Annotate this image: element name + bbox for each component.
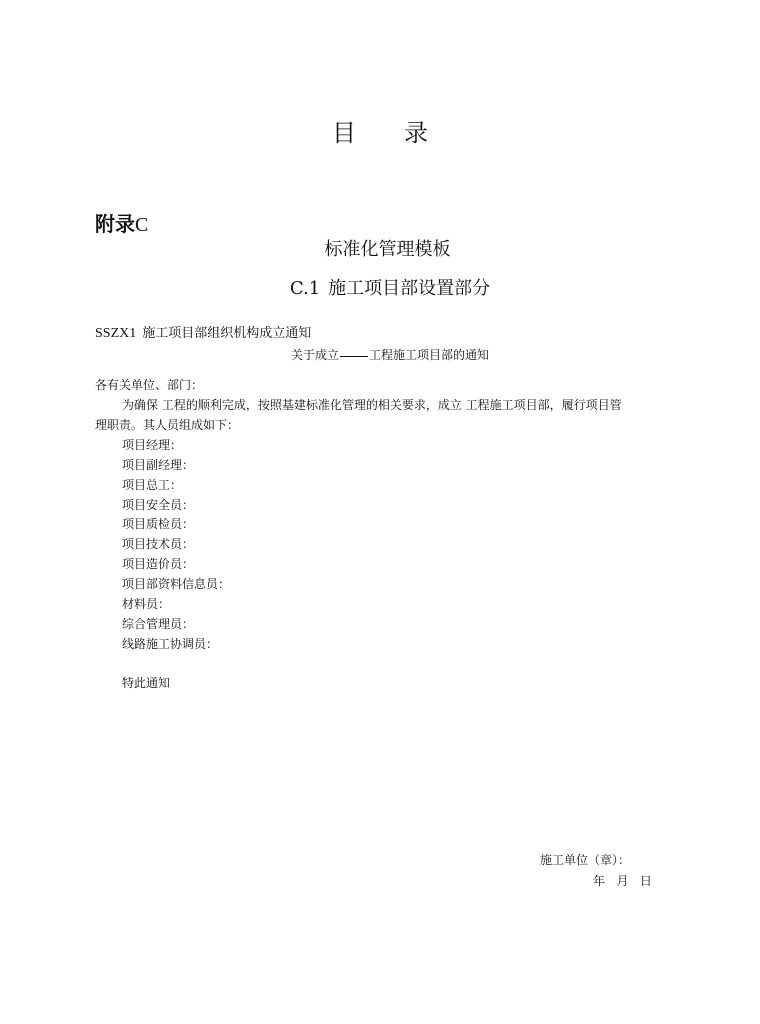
role-project-manager: 项目经理： — [122, 438, 183, 452]
role-cost-engineer: 项目造价员： — [122, 557, 195, 571]
form-name: 施工项目部组织机构成立通知 — [142, 326, 312, 341]
salutation: 各有关单位、部门： — [95, 378, 204, 392]
form-code: SSZX1 — [95, 326, 137, 341]
role-information-officer: 项目部资料信息员： — [122, 577, 231, 591]
notice-title-after: 工程施工项目部的通知 — [369, 348, 490, 362]
toc-title — [0, 113, 760, 148]
appendix-prefix: 附录 — [95, 212, 135, 236]
role-quality-inspector: 项目质检员： — [122, 517, 195, 531]
role-general-administrator: 综合管理员： — [122, 617, 195, 631]
project-name-blank — [340, 356, 368, 357]
toc-title-char-1: 目 — [332, 119, 356, 147]
section-title: 施工项目部设置部分 — [328, 278, 491, 299]
signature-unit: 施工单位（章）： — [540, 853, 631, 867]
toc-title-char-2: 录 — [404, 119, 428, 147]
signature-date: 年 月 日 — [593, 874, 652, 888]
form-heading — [95, 322, 311, 342]
paragraph-line-2: 理职责。其人员组成如下： — [95, 418, 240, 432]
role-deputy-manager: 项目副经理： — [122, 458, 195, 472]
closing-text: 特此通知 — [122, 676, 171, 690]
appendix-heading — [95, 208, 148, 237]
role-material-officer: 材料员： — [122, 597, 171, 611]
template-subtitle: 标准化管理模板 — [324, 239, 451, 260]
notice-title-before: 关于成立 — [290, 348, 339, 362]
role-safety-officer: 项目安全员： — [122, 498, 195, 512]
role-technician: 项目技术员： — [122, 537, 195, 551]
appendix-letter: C — [135, 214, 149, 236]
section-heading — [0, 274, 760, 300]
role-chief-engineer: 项目总工： — [122, 478, 183, 492]
notice-title — [0, 346, 760, 363]
section-number: C.1 — [289, 278, 321, 299]
paragraph-line-1: 为确保 工程的顺利完成，按照基建标准化管理的相关要求，成立 工程施工项目部，履行项目管 — [122, 398, 622, 412]
role-line-coordinator: 线路施工协调员： — [122, 637, 219, 651]
